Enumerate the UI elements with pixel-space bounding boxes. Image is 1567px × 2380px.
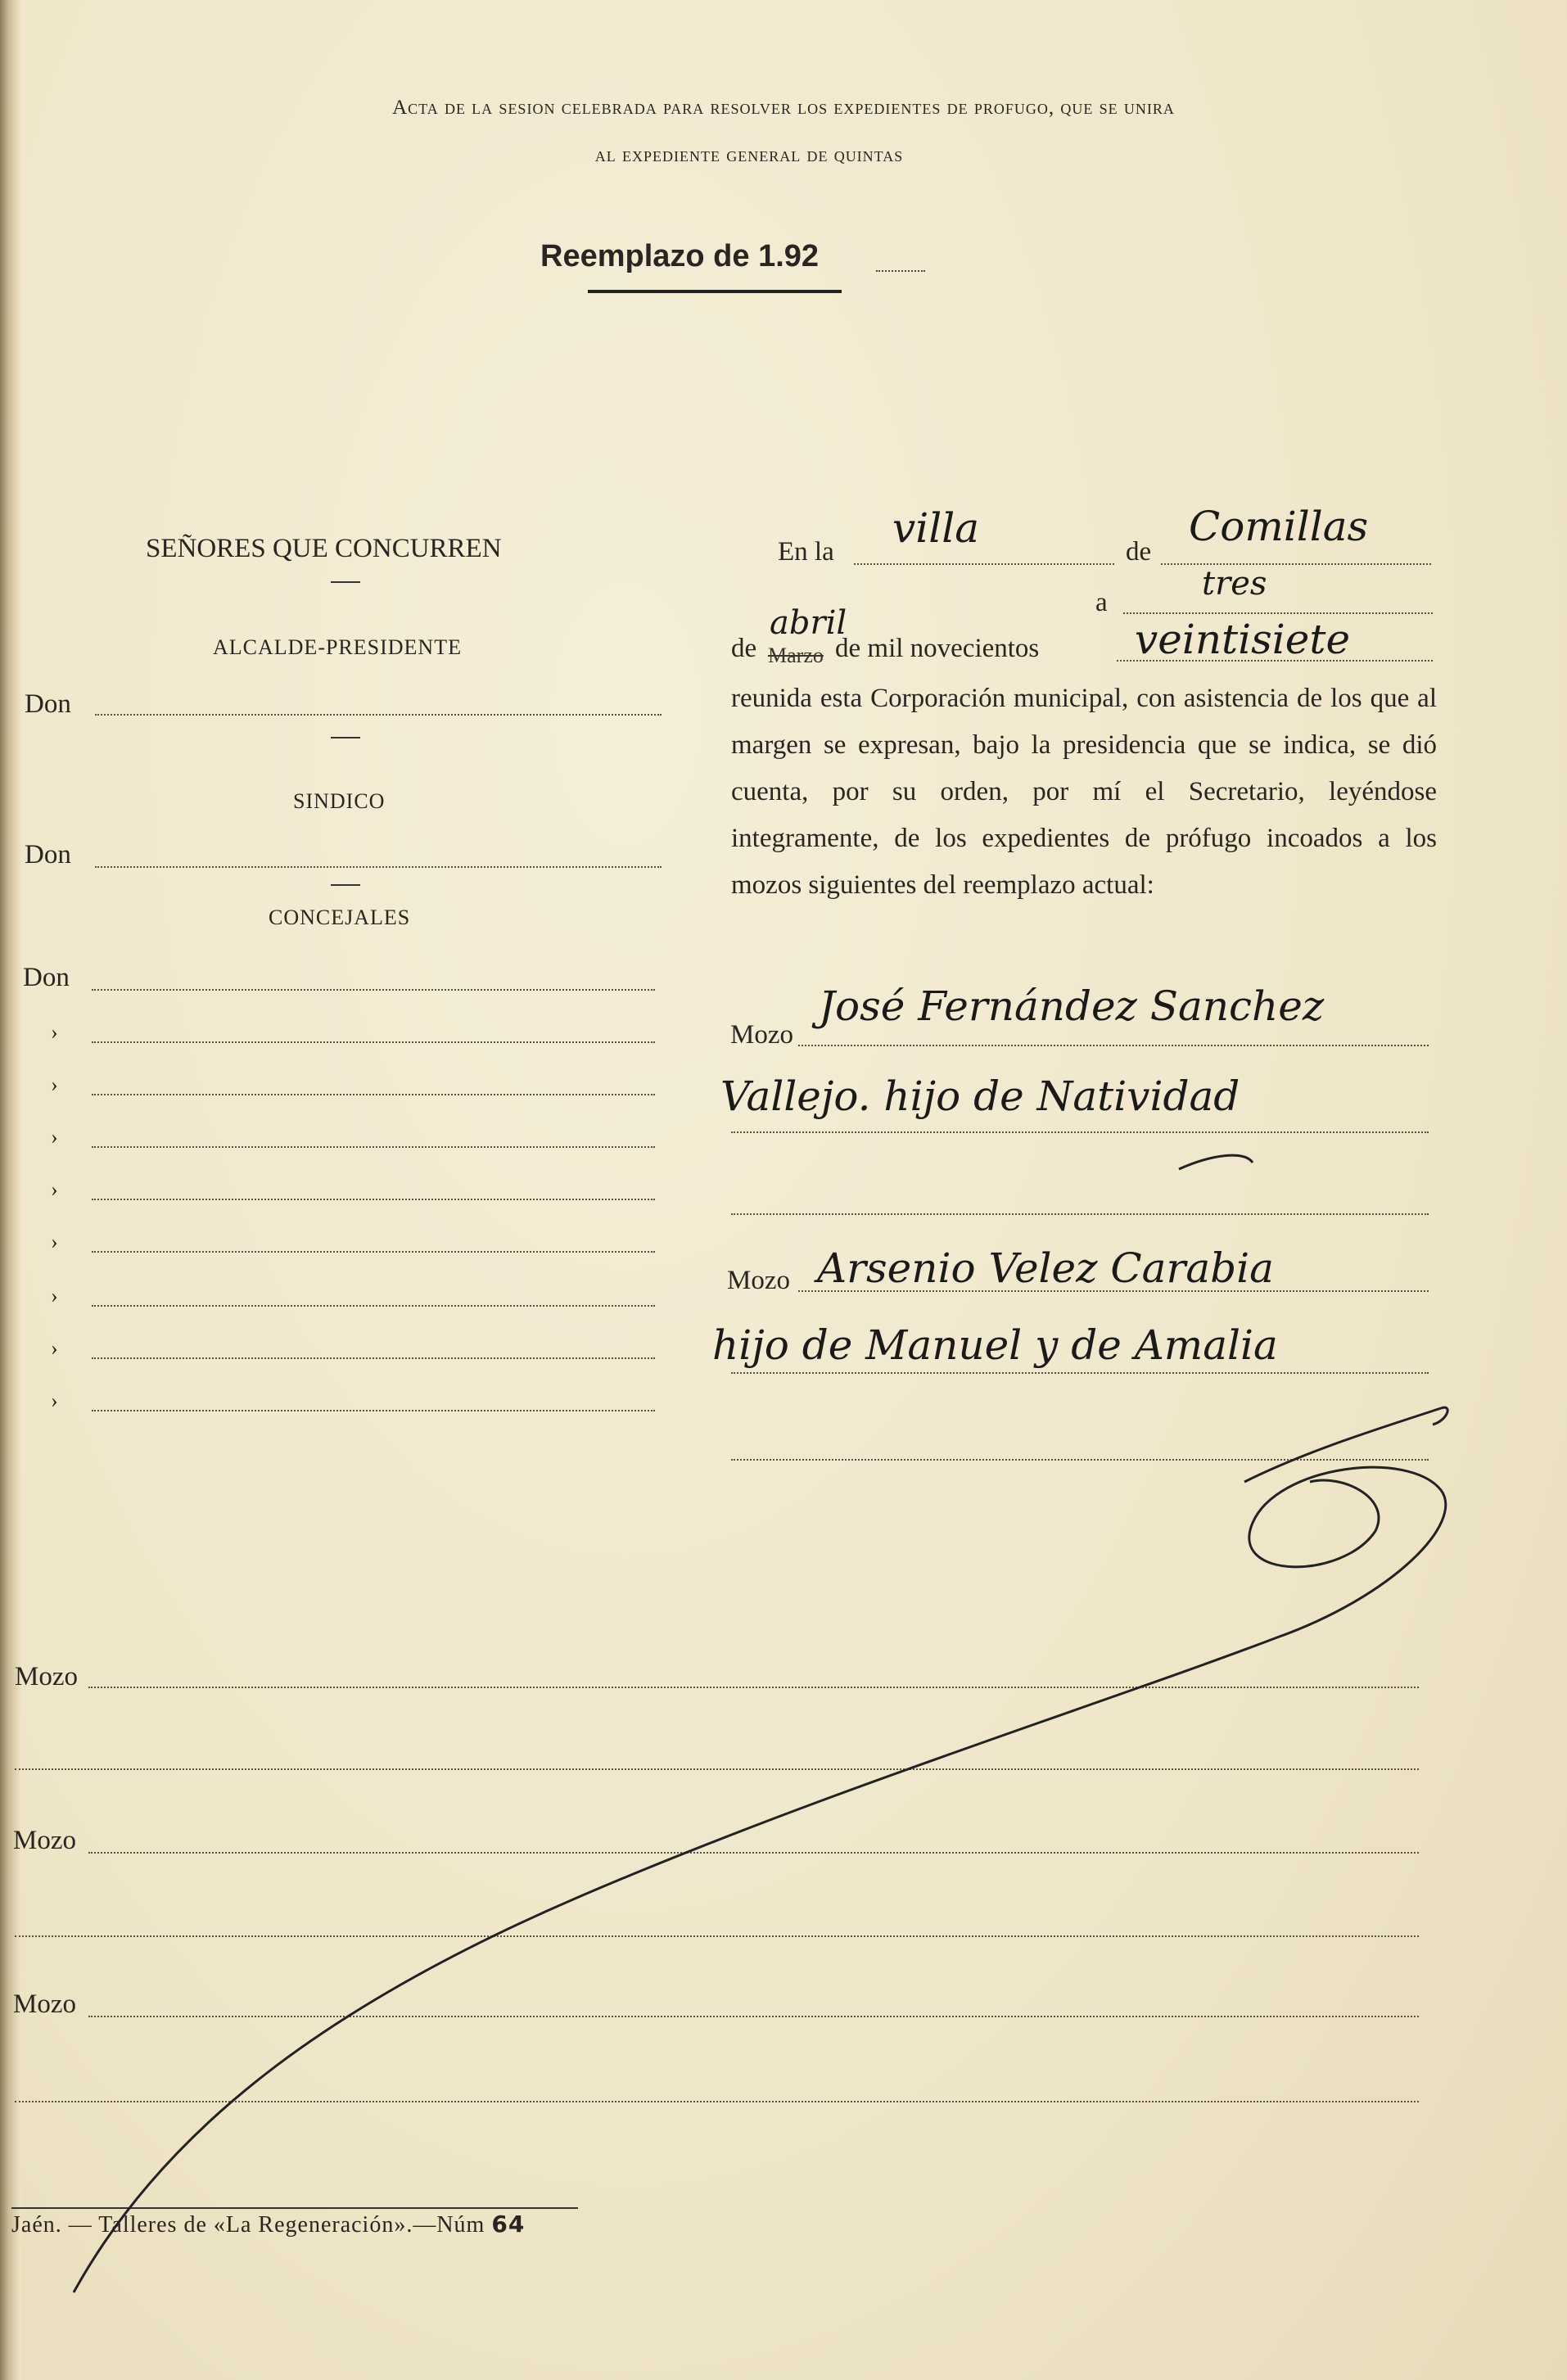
mozo-name-line[interactable]	[88, 1687, 1419, 1688]
mozo-name-line[interactable]	[15, 1935, 1419, 1937]
mozo-label: Mozo	[13, 1826, 76, 1855]
mozo-label: Mozo	[727, 1266, 790, 1295]
day-line[interactable]	[1123, 612, 1433, 614]
mozo-name-line[interactable]	[798, 1045, 1429, 1046]
concejales-label: CONCEJALES	[269, 905, 411, 929]
attendees-heading: SEÑORES QUE CONCURREN	[146, 534, 502, 563]
concejal-name-line[interactable]	[92, 1199, 655, 1200]
year-handwritten: veintisiete	[1135, 616, 1351, 663]
row-marker: ›	[51, 1073, 58, 1096]
place-type-handwritten: villa	[892, 504, 980, 552]
alcalde-label: ALCALDE-PRESIDENTE	[213, 635, 462, 659]
concejal-name-line[interactable]	[92, 1041, 655, 1043]
printer-imprint	[11, 2211, 525, 2238]
mozo1-name-handwritten: José Fernández Sanchez	[819, 982, 1325, 1030]
sindico-name-line[interactable]	[95, 866, 662, 868]
mozo-label: Mozo	[730, 1020, 793, 1050]
de-label: de	[731, 634, 757, 663]
concejal-name-line[interactable]	[92, 1146, 655, 1148]
mozo-name-line[interactable]	[731, 1459, 1429, 1461]
row-marker: ›	[51, 1389, 58, 1412]
mozo-name-line[interactable]	[15, 2101, 1419, 2102]
concejal-name-line[interactable]	[92, 989, 655, 991]
day-handwritten: tres	[1202, 565, 1267, 603]
title-underline	[588, 290, 842, 293]
page-title: Reemplazo de 1.92	[540, 239, 820, 273]
town-handwritten: Comillas	[1189, 503, 1369, 550]
mozo-name-line[interactable]	[731, 1372, 1429, 1374]
mozo-label: Mozo	[13, 1989, 76, 2019]
mozo-name-line[interactable]	[88, 1852, 1419, 1854]
a-label: a	[1095, 588, 1108, 617]
don-label: Don	[25, 840, 71, 869]
row-marker: ›	[51, 1177, 58, 1201]
don-label: Don	[25, 689, 71, 719]
don-label: Don	[23, 963, 70, 992]
divider	[331, 581, 360, 583]
row-marker: ›	[51, 1230, 58, 1253]
printer-imprint-text: Jaén. — Talleres de «La Regeneración».—Núm	[11, 2212, 485, 2238]
concejal-name-line[interactable]	[92, 1357, 655, 1359]
alcalde-name-line[interactable]	[95, 714, 662, 716]
act-heading-line2: al expediente general de quintas	[594, 144, 904, 166]
place-type-line[interactable]	[854, 563, 1114, 565]
de-label: de	[1126, 537, 1152, 567]
row-marker: ›	[51, 1020, 58, 1044]
mozo-label: Mozo	[15, 1662, 78, 1691]
mozo-name-line[interactable]	[731, 1131, 1429, 1133]
mozo2-parent-handwritten: hijo de Manuel y de Amalia	[712, 1321, 1278, 1369]
printer-imprint-number: 64	[491, 2211, 526, 2238]
concejal-name-line[interactable]	[92, 1094, 655, 1095]
act-heading-line1: Acta de la sesion celebrada para resolver los expedientes de profugo, que se unira	[392, 97, 1175, 119]
divider	[331, 884, 360, 886]
mozo-name-line[interactable]	[88, 2016, 1419, 2017]
footer-rule	[11, 2207, 578, 2209]
mozo1-parent-handwritten: Vallejo. hijo de Natividad	[720, 1073, 1240, 1120]
month-struck-text: Marzo	[768, 644, 824, 667]
page-binding-edge	[0, 0, 21, 2380]
row-marker: ›	[51, 1125, 58, 1149]
en-la-label: En la	[778, 537, 834, 567]
divider	[331, 737, 360, 738]
concejal-name-line[interactable]	[92, 1305, 655, 1307]
minutes-paragraph: reunida esta Corporación municipal, con asistencia de los que al margen se expresan, bajo la presidencia que se indica, se dió cuenta, por su orden, por mí el Secretario, leyéndose integramente, de los expedientes de prófugo incoados a los mozos siguientes del reemplazo actual:	[731, 684, 1437, 900]
concejal-name-line[interactable]	[92, 1410, 655, 1411]
concejal-name-line[interactable]	[92, 1251, 655, 1253]
mil-novecientos-label: de mil novecientos	[835, 634, 1040, 663]
mozo-name-line[interactable]	[731, 1213, 1429, 1215]
title-fill-line	[876, 270, 925, 272]
sindico-label: SINDICO	[293, 789, 386, 813]
month-handwritten: abril	[770, 604, 847, 642]
mozo2-name-handwritten: Arsenio Velez Carabia	[817, 1244, 1274, 1292]
mozo-name-line[interactable]	[15, 1768, 1419, 1770]
row-marker: ›	[51, 1336, 58, 1360]
row-marker: ›	[51, 1284, 58, 1307]
